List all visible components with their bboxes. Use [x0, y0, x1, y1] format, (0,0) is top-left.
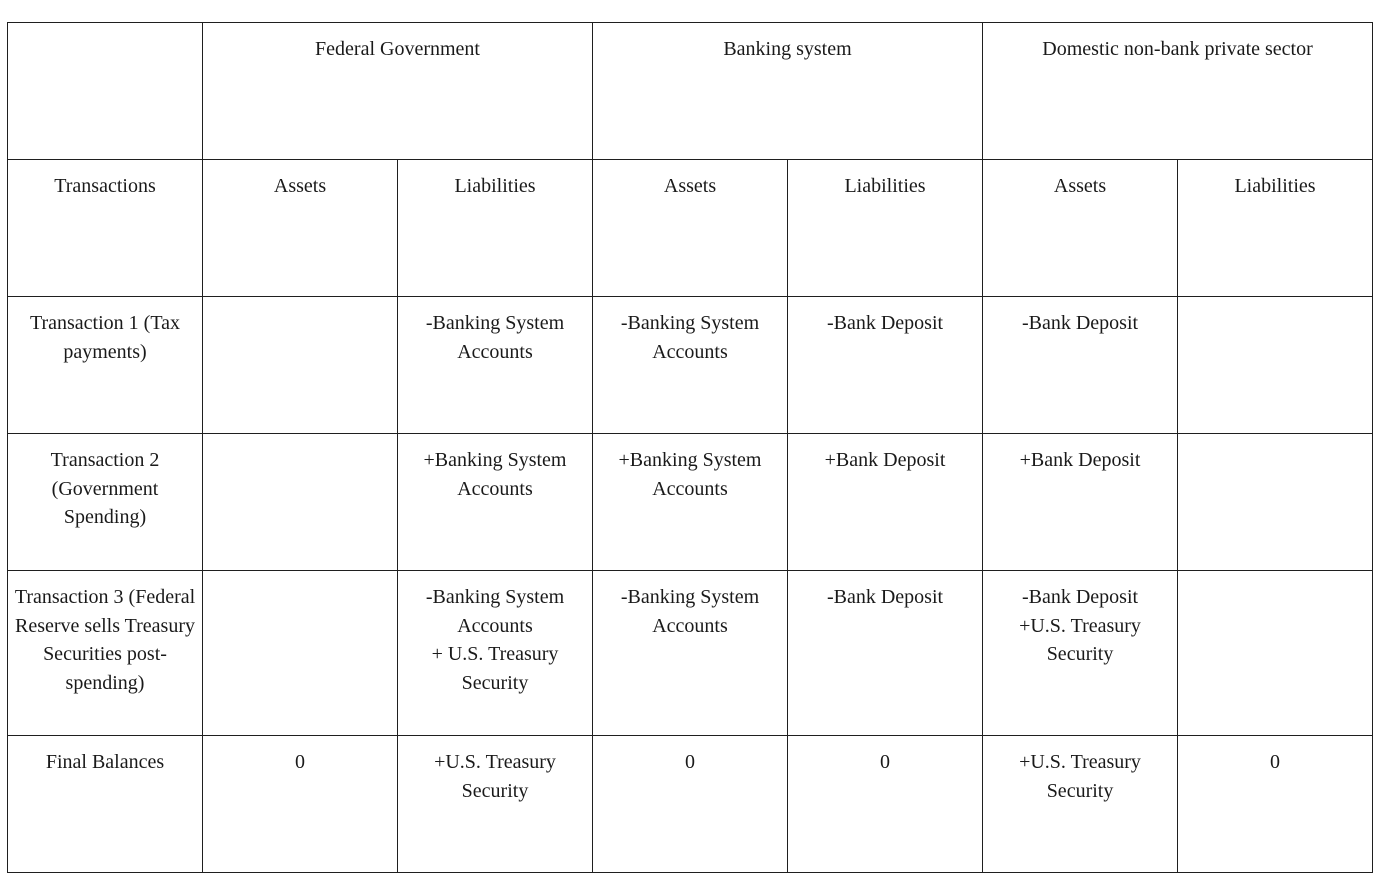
cell-line: -Banking System Accounts: [620, 586, 760, 637]
cell-bs-liabilities: [788, 297, 983, 434]
row-label: Transaction 3 (Federal Reserve sells Treasury Securities post-spending): [8, 571, 203, 736]
cell-bs-liabilities: 0: [788, 736, 983, 873]
cell-line: +Bank Deposit: [824, 449, 946, 471]
header-fg-liabilities: Liabilities: [398, 160, 593, 297]
cell-line: +U.S. Treasury Security: [434, 751, 556, 802]
header-ps-assets: Assets: [983, 160, 1178, 297]
cell-fg-liabilities: [398, 297, 593, 434]
cell-bs-liabilities: [788, 434, 983, 571]
cell-line: -Bank Deposit: [1021, 312, 1139, 334]
cell-line: -Banking System Accounts: [425, 312, 565, 363]
header-ps-liabilities: Liabilities: [1178, 160, 1373, 297]
header-fg-assets: Assets: [203, 160, 398, 297]
cell-bs-assets: 0: [593, 736, 788, 873]
cell-line: +Bank Deposit: [1019, 449, 1141, 471]
cell-ps-liabilities: [1178, 434, 1373, 571]
cell-bs-liabilities: [788, 571, 983, 736]
sector-header-row: [8, 23, 1373, 160]
table-row: [8, 297, 1373, 434]
header-bs-liabilities: Liabilities: [788, 160, 983, 297]
final-balances-row: [8, 736, 1373, 873]
cell-fg-liabilities: [398, 736, 593, 873]
cell-line: -Bank Deposit: [826, 312, 944, 334]
cell-line: -Banking System Accounts: [425, 586, 565, 637]
table-row: [8, 571, 1373, 736]
cell-bs-assets: [593, 297, 788, 434]
balance-sheet-table: [7, 22, 1373, 873]
sector-federal-government: Federal Government: [203, 23, 593, 160]
cell-ps-assets: [983, 571, 1178, 736]
cell-ps-liabilities: [1178, 571, 1373, 736]
cell-bs-assets: [593, 434, 788, 571]
sector-private-sector: Domestic non-bank private sector: [983, 23, 1373, 160]
row-label: Transaction 1 (Tax payments): [8, 297, 203, 434]
header-bs-assets: Assets: [593, 160, 788, 297]
cell-line: + U.S. Treasury Security: [431, 643, 559, 694]
cell-line: -Bank Deposit: [826, 586, 944, 608]
cell-line: +U.S. Treasury Security: [1019, 751, 1141, 802]
cell-line: +Banking System Accounts: [618, 449, 762, 500]
table-row: [8, 434, 1373, 571]
cell-fg-assets: [203, 571, 398, 736]
empty-corner-cell: [8, 23, 203, 160]
cell-line: +U.S. Treasury Security: [1019, 614, 1141, 665]
cell-ps-assets: [983, 434, 1178, 571]
cell-bs-assets: [593, 571, 788, 736]
cell-fg-liabilities: [398, 571, 593, 736]
column-header-row: [8, 160, 1373, 297]
cell-line: +Banking System Accounts: [423, 449, 567, 500]
sector-banking-system: Banking system: [593, 23, 983, 160]
cell-fg-assets: [203, 297, 398, 434]
header-transactions: Transactions: [8, 160, 203, 297]
cell-ps-assets: [983, 736, 1178, 873]
cell-line: -Bank Deposit: [1021, 586, 1139, 608]
cell-fg-liabilities: [398, 434, 593, 571]
cell-fg-assets: [203, 434, 398, 571]
cell-ps-assets: [983, 297, 1178, 434]
cell-fg-assets: 0: [203, 736, 398, 873]
cell-ps-liabilities: [1178, 297, 1373, 434]
cell-line: -Banking System Accounts: [620, 312, 760, 363]
cell-ps-liabilities: 0: [1178, 736, 1373, 873]
row-label: Transaction 2 (Government Spending): [8, 434, 203, 571]
row-label: Final Balances: [8, 736, 203, 873]
